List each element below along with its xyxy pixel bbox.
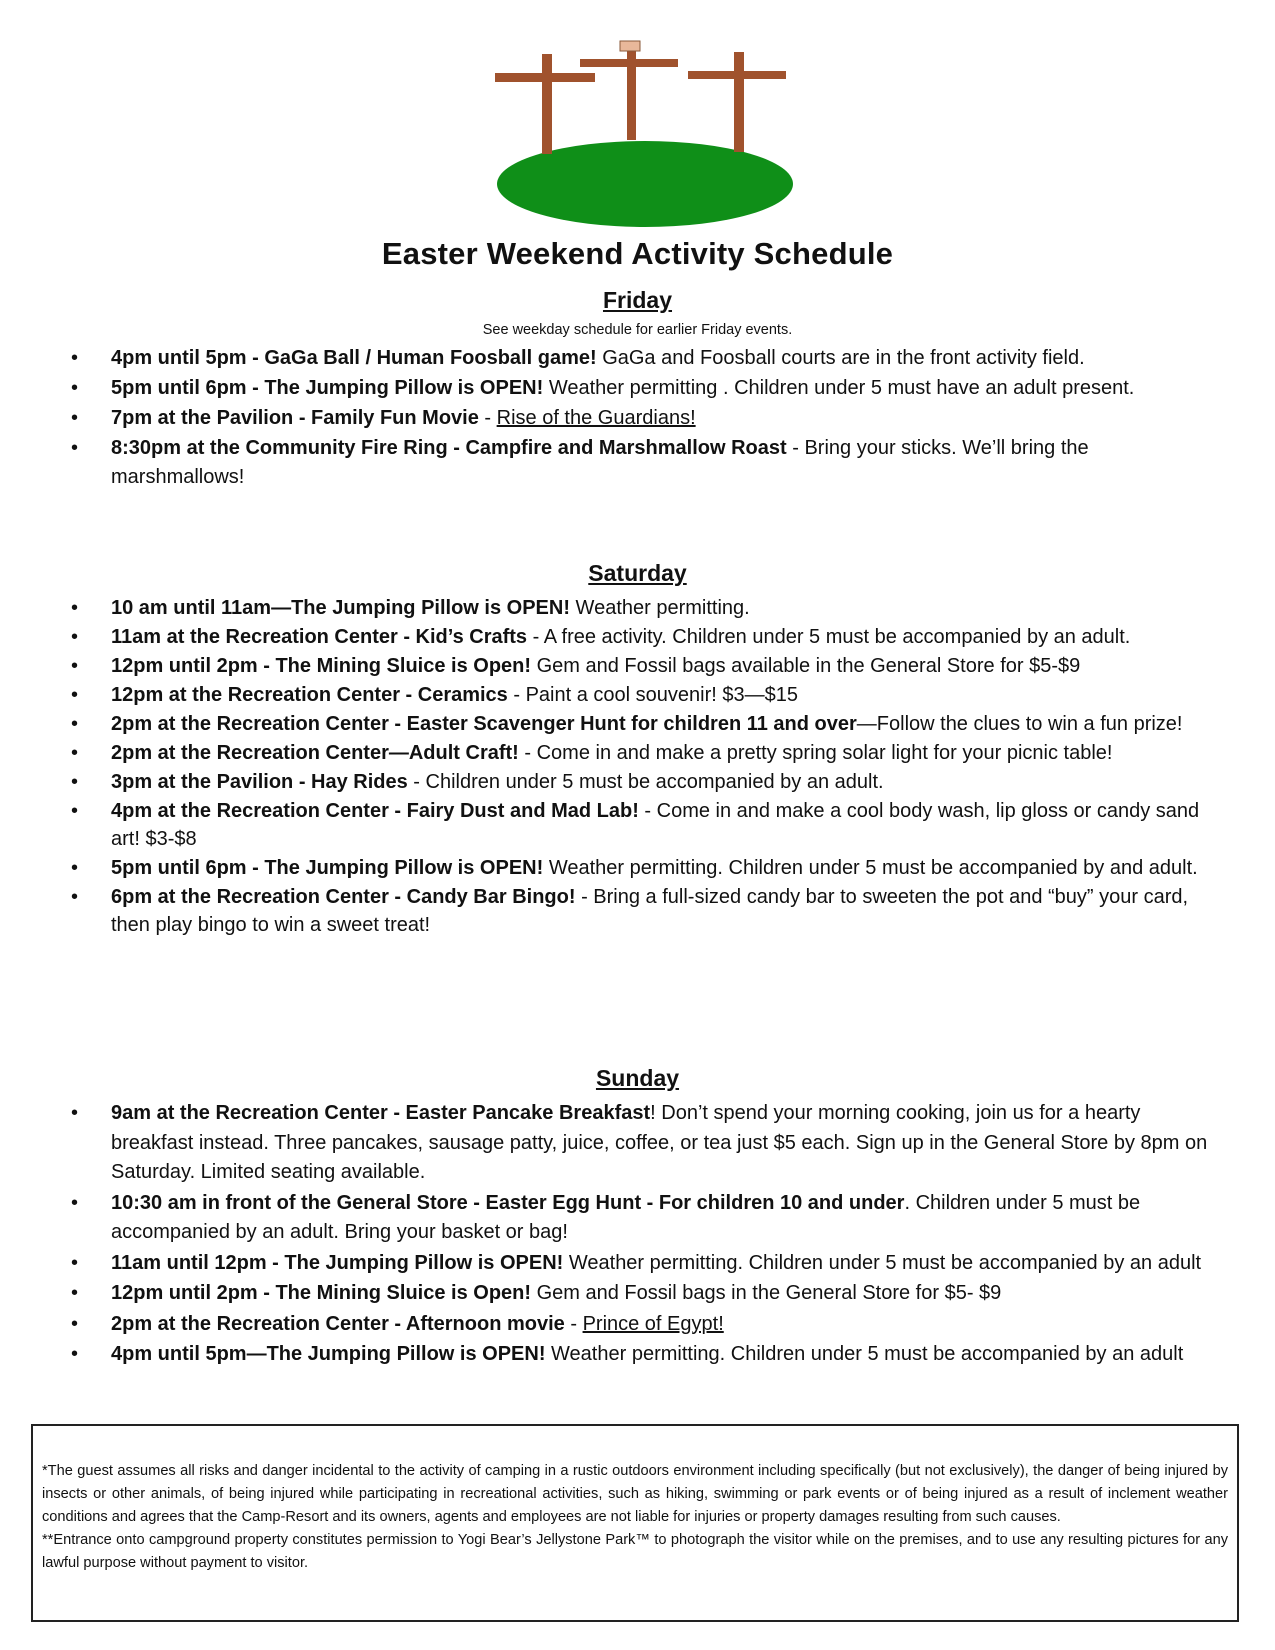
list-item: [0, 710, 1275, 738]
event-time-title: 4pm at the Recreation Center - Fairy Dust and Mad Lab!: [111, 800, 639, 822]
event-time-title: 12pm at the Recreation Center - Ceramics: [111, 684, 508, 706]
list-item: [0, 681, 1275, 709]
list-item: [0, 404, 1275, 433]
event-description: - Come in and make a cool body wash, lip gloss or candy sand art! $3-$8: [111, 800, 1200, 850]
event-description: Weather permitting.: [570, 597, 750, 619]
event-time-title: 5pm until 6pm - The Jumping Pillow is OPEN!: [111, 377, 544, 399]
disclaimer-liability: *The guest assumes all risks and danger incidental to the activity of camping in a rustic outdoors environment including specifically (but not exclusively), the danger of being injured by insects or other animals, of being injured while participating in recreational activities, such as hiking, swimming or park events or of being injured as a result of inclement weather conditions and agrees that the Camp-Resort and its owners, agents and employees are not liable for injuries or property damages resulting from such causes.: [42, 1463, 1228, 1525]
sunday-event-list: [0, 1099, 1275, 1371]
list-item: [0, 883, 1275, 939]
event-time-title: 11am until 12pm - The Jumping Pillow is OPEN!: [111, 1251, 564, 1274]
event-description: - A free activity. Children under 5 must be accompanied by an adult.: [527, 626, 1131, 648]
middle-cross-horizontal: [580, 59, 678, 67]
list-item: [0, 797, 1275, 853]
sunday-heading: Sunday: [595, 1065, 680, 1091]
event-description: Gem and Fossil bags in the General Store for $5- $9: [531, 1282, 1002, 1304]
list-item: [0, 768, 1275, 796]
list-item: [0, 434, 1275, 492]
friday-note: See weekday schedule for earlier Friday events.: [482, 322, 793, 338]
middle-cross-sign: [620, 41, 640, 51]
event-description: Weather permitting. Children under 5 must be accompanied by an adult: [563, 1251, 1202, 1274]
event-time-title: 3pm at the Pavilion - Hay Rides: [111, 771, 408, 793]
friday-heading: Friday: [602, 287, 673, 313]
event-time-title: 9am at the Recreation Center - Easter Pancake Breakfast: [111, 1102, 651, 1124]
event-description: GaGa and Foosball courts are in the front activity field.: [596, 347, 1085, 369]
event-time-title: 2pm at the Recreation Center - Afternoon movie: [111, 1312, 565, 1335]
right-cross-vertical: [734, 52, 744, 152]
list-item: [0, 1279, 1275, 1309]
event-time-title: 10:30 am in front of the General Store - Easter Egg Hunt - For children 10 and under: [111, 1191, 905, 1214]
event-time-title: 8:30pm at the Community Fire Ring - Campfire and Marshmallow Roast: [111, 437, 787, 459]
saturday-heading: Saturday: [588, 560, 687, 586]
event-time-title: 5pm until 6pm - The Jumping Pillow is OPEN!: [111, 857, 544, 879]
event-time-title: 2pm at the Recreation Center—Adult Craft!: [111, 742, 519, 764]
middle-cross-vertical: [627, 44, 636, 140]
list-item: [0, 739, 1275, 767]
list-item: [0, 1310, 1275, 1340]
three-crosses-on-hill-icon: [480, 34, 810, 229]
event-description: Weather permitting. Children under 5 must be accompanied by and adult.: [543, 857, 1198, 879]
event-description: - Come in and make a pretty spring solar light for your picnic table!: [518, 742, 1113, 764]
left-cross-vertical: [542, 54, 552, 154]
event-description: -: [478, 407, 497, 429]
list-item: [0, 594, 1275, 622]
list-item: [0, 1099, 1275, 1188]
event-time-title: 2pm at the Recreation Center - Easter Scavenger Hunt for children 11 and over: [111, 713, 857, 735]
list-item: [0, 1340, 1275, 1370]
event-description: -: [564, 1312, 583, 1335]
disclaimer-photo-permission: **Entrance onto campground property constitutes permission to Yogi Bear’s Jellystone Park™ to photograph the visitor while on the premises, and to use any resulting pictures for any lawful purpose without payment to visitor.: [42, 1532, 1228, 1571]
movie-title: Rise of the Guardians!: [496, 407, 696, 429]
list-item: [0, 652, 1275, 680]
event-description: Weather permitting. Children under 5 must be accompanied by an adult: [545, 1343, 1184, 1365]
saturday-event-list: [0, 594, 1275, 940]
left-cross-horizontal: [495, 73, 595, 82]
event-time-title: 10 am until 11am—The Jumping Pillow is OPEN!: [111, 597, 570, 619]
list-item: [0, 344, 1275, 373]
list-item: [0, 623, 1275, 651]
page-title: Easter Weekend Activity Schedule: [381, 236, 894, 271]
event-time-title: 12pm until 2pm - The Mining Sluice is Open!: [111, 1282, 532, 1304]
list-item: [0, 374, 1275, 403]
friday-event-list: [0, 344, 1275, 493]
list-item: [0, 1189, 1275, 1248]
event-time-title: 12pm until 2pm - The Mining Sluice is Open!: [111, 655, 532, 677]
event-time-title: 4pm until 5pm - GaGa Ball / Human Foosball game!: [111, 347, 597, 369]
green-hill: [497, 141, 793, 227]
event-time-title: 4pm until 5pm—The Jumping Pillow is OPEN!: [111, 1343, 546, 1365]
right-cross-horizontal: [688, 71, 786, 79]
event-description: Gem and Fossil bags available in the General Store for $5-$9: [531, 655, 1081, 677]
event-description: - Paint a cool souvenir! $3—$15: [507, 684, 798, 706]
list-item: [0, 1249, 1275, 1279]
event-description: - Children under 5 must be accompanied by an adult.: [407, 771, 884, 793]
event-description: ! Don’t spend your morning cooking, join us for a hearty breakfast instead. Three pancakes, sausage patty, juice, coffee, or tea just $5 each. Sign up in the General Store by 8pm on Saturday. Limited seating available.: [111, 1102, 1208, 1183]
event-description: - Bring your sticks. We’ll bring the marshmallows!: [111, 437, 1089, 488]
event-time-title: 6pm at the Recreation Center - Candy Bar Bingo!: [111, 886, 576, 908]
list-item: [0, 854, 1275, 882]
disclaimer-box: [31, 1424, 1239, 1622]
event-description: —Follow the clues to win a fun prize!: [856, 713, 1183, 735]
event-description: - Bring a full-sized candy bar to sweeten the pot and “buy” your card, then play bingo to win a sweet treat!: [111, 886, 1189, 936]
movie-title: Prince of Egypt!: [582, 1312, 724, 1335]
event-description: . Children under 5 must be accompanied by an adult. Bring your basket or bag!: [111, 1191, 1141, 1243]
event-time-title: 11am at the Recreation Center - Kid’s Crafts: [111, 626, 528, 648]
event-description: Weather permitting . Children under 5 must have an adult present.: [543, 377, 1135, 399]
event-time-title: 7pm at the Pavilion - Family Fun Movie: [111, 407, 479, 429]
